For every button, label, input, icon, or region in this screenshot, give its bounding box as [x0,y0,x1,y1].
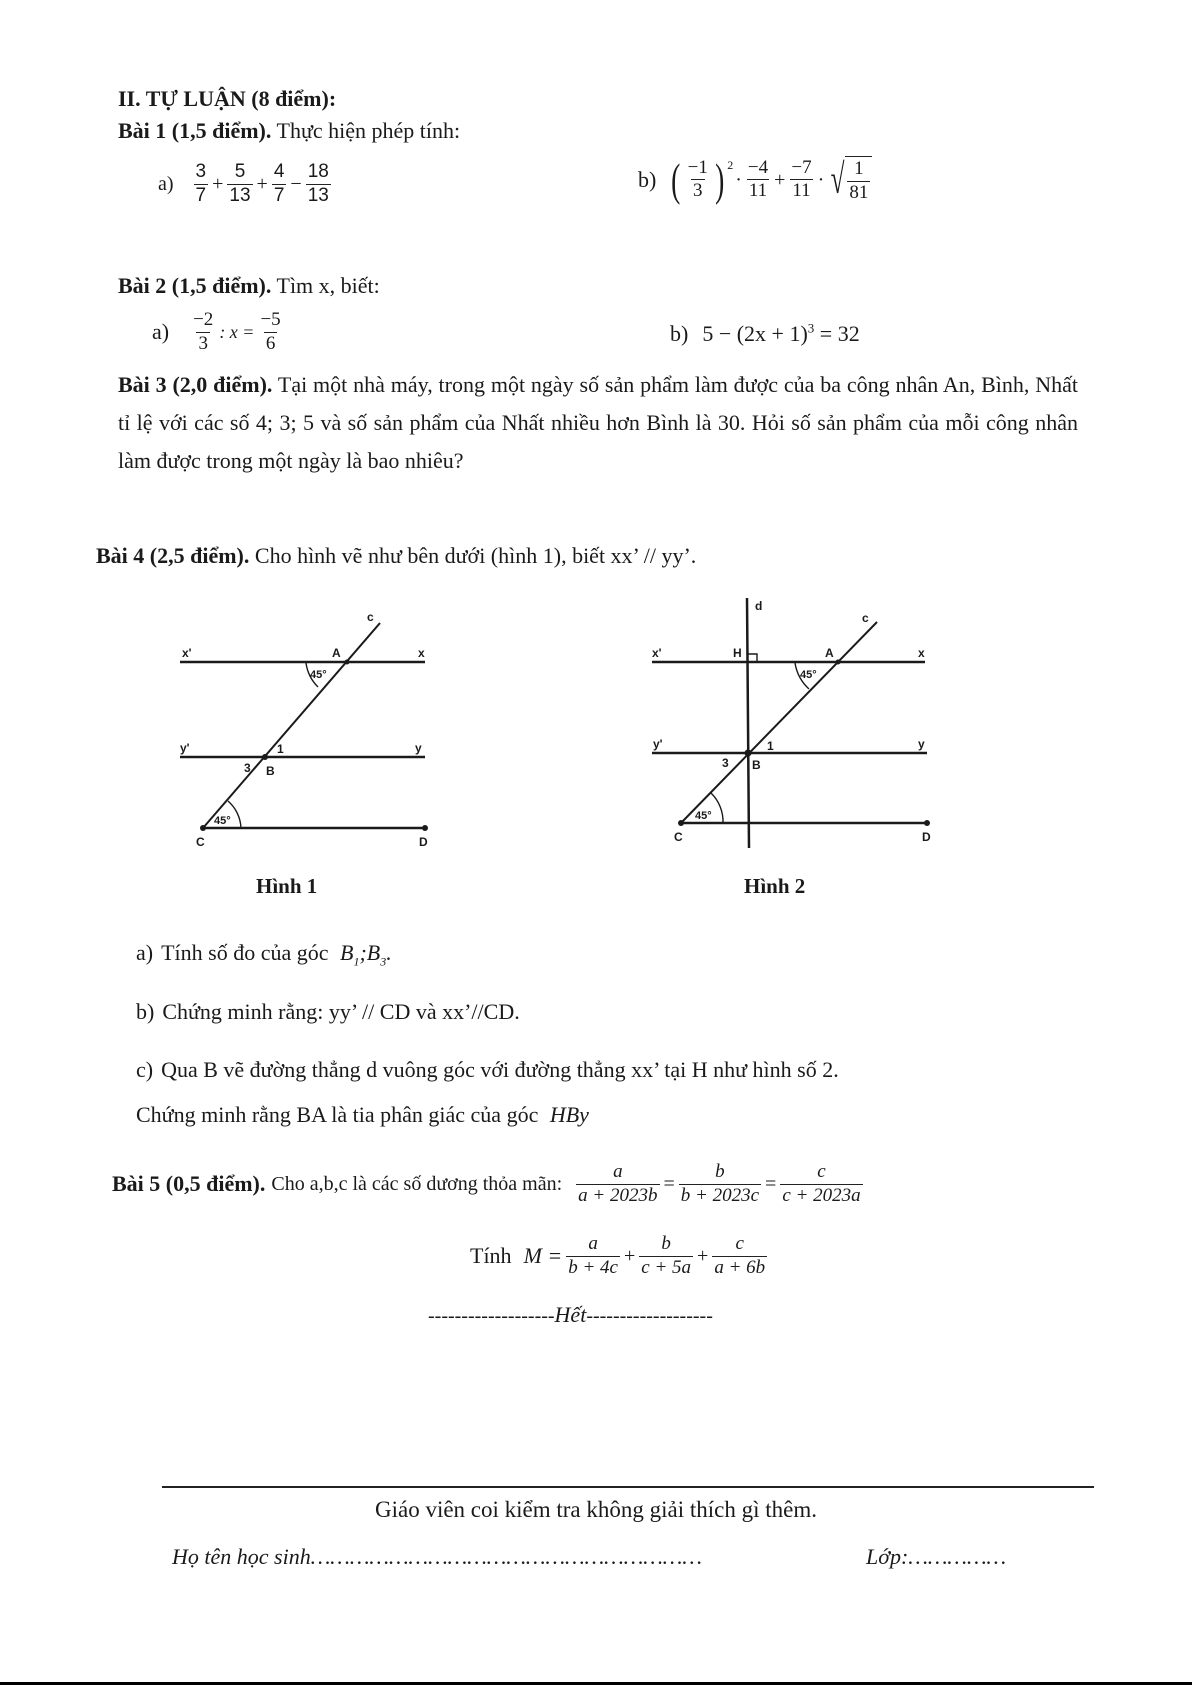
operator: + [212,173,224,196]
label-1: 1 [277,742,284,756]
bai1-a-term-2: $\frac{5}{13}$ [229,161,251,206]
bai2-prompt: Tìm x, biết: [276,273,380,298]
bai5-calc-label: Tính [470,1243,512,1269]
label-y-prime: y' [653,737,663,751]
left-paren: ( [671,153,681,205]
bai4-b-text: Chứng minh rằng: yy’ // CD và xx’//CD. [162,999,520,1024]
operator: · [735,168,742,191]
label-angle-a: 45° [800,669,817,681]
bai3-heading: Bài 3 (2,0 điểm). [118,372,273,397]
bai4-heading-line [96,543,696,569]
bai1-a-term-4: $\frac{18}{13}$ [307,161,329,206]
footer-divider [162,1486,1094,1488]
bai1-a-label: a) [158,173,174,196]
student-name-label: Họ tên học sinh [172,1544,311,1569]
label-c-point: C [196,835,205,849]
bai5-m-lhs: M = [523,1243,563,1269]
figure-1 [160,600,460,860]
transversal-c [681,622,877,823]
angle-arc-c [711,793,723,823]
label-y-prime: y' [180,741,190,755]
end-mark-text: Hết [554,1302,587,1327]
label-c: c [367,610,374,624]
bai1-b-sqrt: √ $\frac{1}{81}$ [826,156,872,204]
label-x-prime: x' [652,646,662,660]
bai5-cond-1: $\frac{a}{a + 2023b}$ [578,1161,658,1206]
label-d: D [922,830,931,844]
transversal-c [203,623,380,828]
footer-student-line [172,1544,702,1570]
label-a: A [332,646,341,660]
operator: − [290,173,302,196]
point-b [745,750,752,757]
operator: = [663,1173,675,1196]
footer-class-line [866,1544,1006,1570]
bai5-cond-2: $\frac{b}{b + 2023c}$ [680,1161,760,1206]
label-c: c [862,611,869,625]
label-b: B [752,758,761,772]
class-label: Lớp: [866,1544,909,1569]
bai2-a-rhs: $\frac{-5}{6}$ [260,309,281,354]
bai1-b-base: $\frac{-1}{3}$ [687,156,708,202]
label-b: B [266,764,275,778]
label-d: D [419,835,428,849]
bai1-b-frac2: $\frac{-4}{11}$ [747,156,769,202]
bai2-a [152,310,285,355]
bai5-m-term-1: $\frac{a}{b + 4c}$ [568,1233,618,1278]
bai2-a-lhs: $\frac{-2}{3}$ [193,309,214,354]
point-a [836,660,841,665]
bai1-b [638,153,872,205]
class-field[interactable]: …………… [908,1544,1007,1569]
label-x: x [918,646,925,660]
point-c [200,825,206,831]
bai1-a-term-3: $\frac{4}{7}$ [273,161,285,206]
point-d [924,820,930,826]
label-h: H [733,646,742,660]
bai2-b [670,321,860,348]
bai4-c-label: c) [136,1057,154,1082]
bai2-b-expr: $5 - (2x + 1)^3 = 32$ [702,321,860,347]
label-d-line: d [755,599,763,613]
bai4-a [136,940,392,969]
bai1-b-exponent: 2 [727,158,734,172]
point-c [678,820,684,826]
point-b [262,754,268,760]
figure-1-caption: Hình 1 [256,874,318,898]
operator: = [765,1173,777,1196]
figure-2 [640,585,940,865]
bai5-m-term-3: $\frac{c}{a + 6b}$ [714,1233,766,1278]
label-3: 3 [722,756,729,770]
label-y: y [918,737,925,751]
bai5-prompt: Cho a,b,c là các số dương thỏa mãn: [271,1173,563,1196]
footer-note-wrap [0,1496,1192,1524]
bai1-prompt: Thực hiện phép tính: [276,118,461,143]
bai5-m-term-2: $\frac{b}{c + 5a}$ [641,1233,692,1278]
bai4-c-line1 [136,1057,839,1083]
bai4-prompt: Cho hình vẽ như bên dưới (hình 1), biết xx’ // yy’. [254,543,697,568]
bai4-c-math: HBy [549,1102,589,1127]
figure-2-caption: Hình 2 [744,874,806,898]
label-1: 1 [767,739,774,753]
bai2-a-label: a) [152,319,170,345]
bai3-text: Tại một nhà máy, trong một ngày số sản phẩm làm được của ba công nhân An, Bình, Nhất tỉ lệ với các số 4; 3; 5 và số sản phẩm của Nhất nhiều hơn Bình là 30. Hỏi số sản phẩm của mỗi công nhân làm được trong một ngày là bao nhiêu? [118,372,1078,473]
end-mark [428,1302,713,1328]
bai1-b-label: b) [638,166,657,192]
label-a: A [825,646,834,660]
sqrt-icon: √ [830,156,845,203]
bai1-a [158,162,333,207]
label-x-prime: x' [182,646,192,660]
bai2-heading: Bài 2 (1,5 điểm). [118,273,272,298]
operator: + [624,1245,636,1268]
bai2-a-mid: : x = [219,321,255,342]
bai4-heading: Bài 4 (2,5 điểm). [96,543,250,568]
bai2-b-label: b) [670,321,689,347]
end-mark-right-dashes: ------------------- [586,1305,713,1327]
bai5-heading: Bài 5 (0,5 điểm). [112,1171,266,1197]
bai1-heading: Bài 1 (1,5 điểm). [118,118,272,143]
bai5-calc [470,1234,769,1279]
point-a [345,660,350,665]
bai4-b-label: b) [136,999,155,1024]
bai4-a-text: Tính số đo của góc [161,940,329,965]
label-3: 3 [244,761,251,775]
label-angle-a: 45° [310,669,327,681]
operator: · [817,168,825,191]
bai5-line [112,1162,865,1207]
bai4-c-text1: Qua B vẽ đường thẳng d vuông góc với đường thẳng xx’ tại H như hình số 2. [161,1057,839,1082]
label-angle-c: 45° [695,810,712,822]
operator: + [774,168,786,191]
student-name-field[interactable]: …………………………………………………… [310,1544,702,1569]
operator: + [697,1245,709,1268]
bai4-a-label: a) [136,940,154,965]
label-x: x [418,646,425,660]
bai4-c-line2 [136,1102,589,1128]
point-d [422,825,428,831]
bai1-heading-line [118,118,460,144]
bai1-b-frac3: $\frac{-7}{11}$ [791,156,812,202]
bai4-a-math: $B_1;B_3$. [340,940,392,969]
bai4-c-text2: Chứng minh rằng BA là tia phân giác của góc [136,1102,539,1127]
line-d [747,598,749,848]
bai5-cond-3: $\frac{c}{c + 2023a}$ [782,1161,861,1206]
bai1-a-term-1: $\frac{3}{7}$ [195,161,207,206]
bai4-b [136,999,520,1025]
end-mark-left-dashes: ------------------- [428,1305,555,1327]
section-title: II. TỰ LUẬN (8 điểm): [118,86,337,111]
footer-note: Giáo viên coi kiểm tra không giải thích gì thêm. [374,1497,817,1522]
bai2-heading-line [118,273,380,299]
label-c-point: C [674,830,683,844]
label-y: y [415,741,422,755]
bai3-paragraph [118,366,1078,480]
label-angle-c: 45° [214,815,231,827]
operator: + [256,173,268,196]
right-paren: ) [714,153,725,205]
